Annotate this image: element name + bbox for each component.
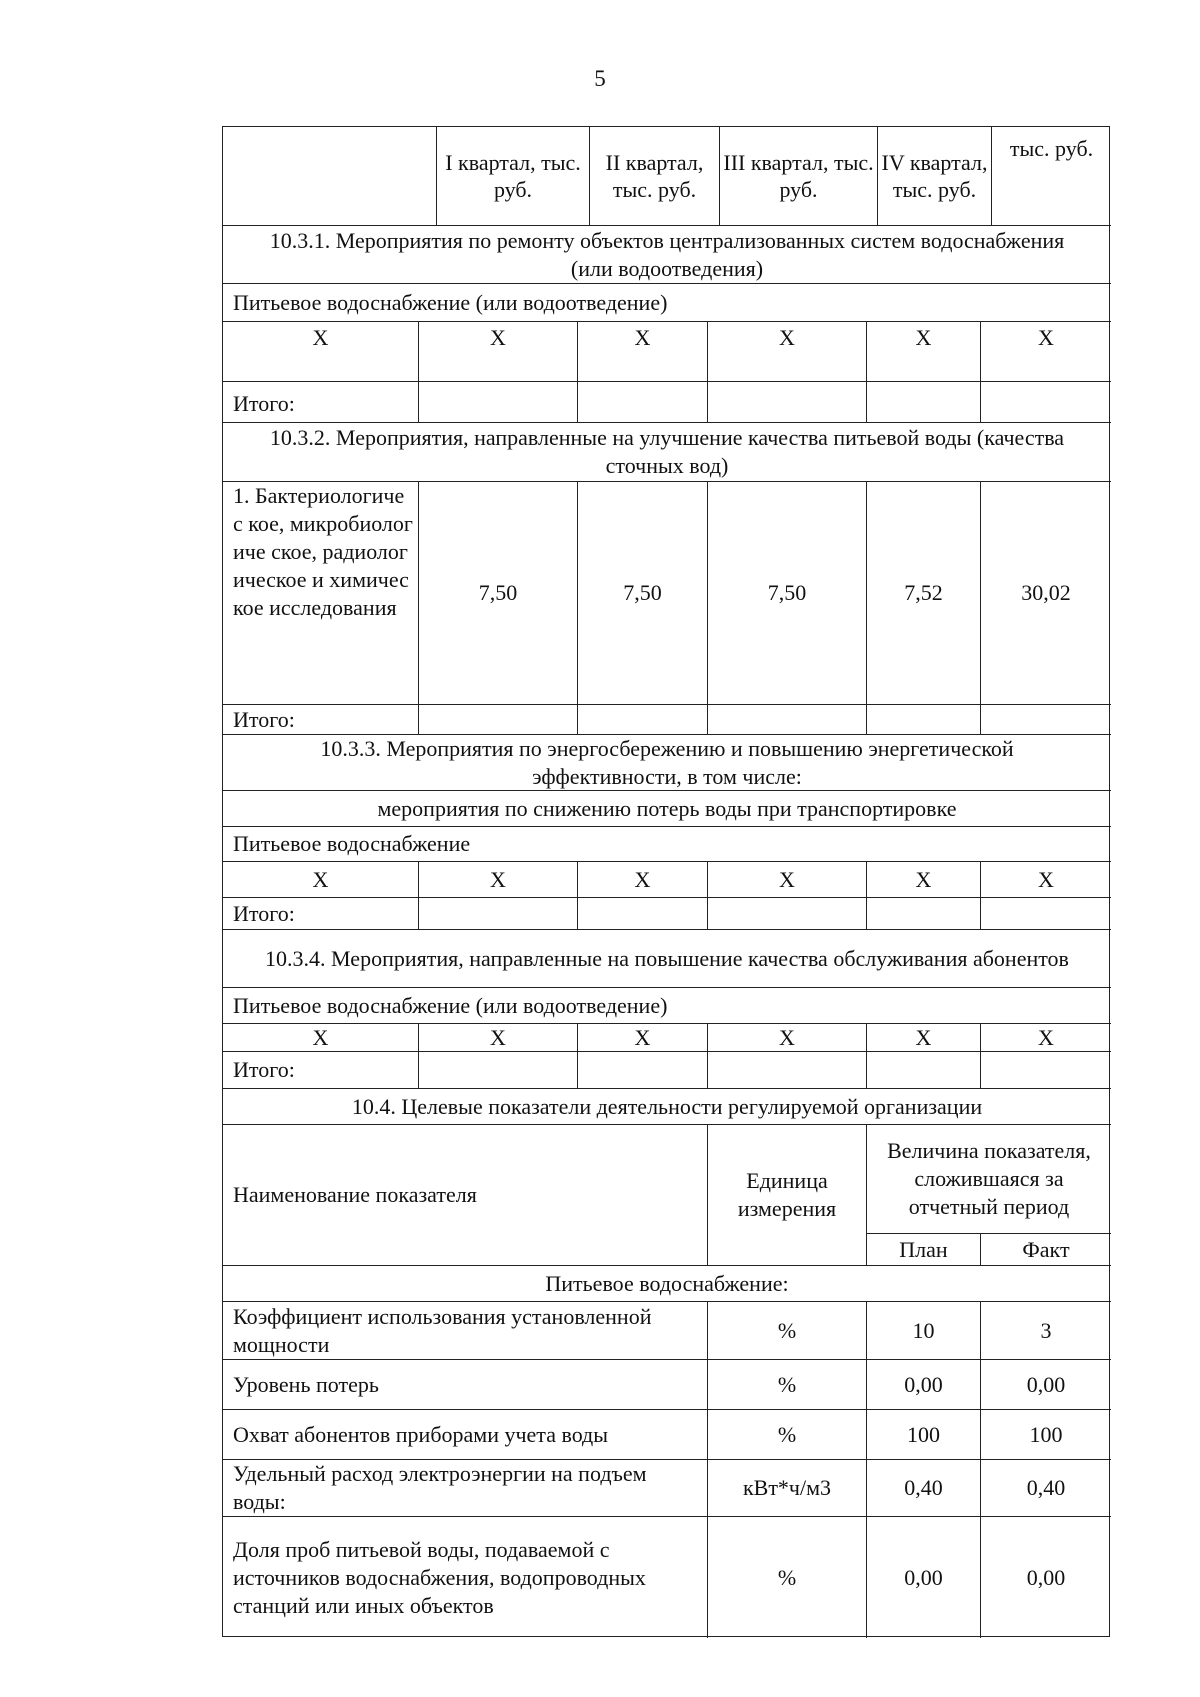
x-cell: Х: [419, 322, 578, 382]
total-cell: [708, 382, 867, 423]
header-value: Величина показателя, сложившаяся за отчетный период: [867, 1125, 1111, 1234]
header-q2: II квартал, тыс. руб.: [590, 127, 720, 226]
header-total: тыс. руб.: [992, 127, 1111, 226]
indicator-fact: 0,00: [1026, 1564, 1066, 1590]
x-cell: Х: [708, 862, 867, 898]
value-q2: 7,50: [578, 482, 708, 705]
indicator-unit: %: [708, 1410, 867, 1460]
x-cell: Х: [223, 1024, 419, 1052]
total-cell: [708, 1052, 867, 1089]
total-label-1032: Итого:: [223, 705, 419, 735]
indicator-fact: 0,40: [981, 1460, 1111, 1517]
indicator-name: Удельный расход электроэнергии на подъем воды:: [223, 1460, 708, 1517]
section-subtitle-1034: Питьевое водоснабжение (или водоотведение): [223, 988, 1111, 1024]
total-cell: [578, 705, 708, 735]
total-cell: [578, 382, 708, 423]
x-cell: Х: [867, 862, 981, 898]
x-cell: Х: [981, 322, 1111, 382]
indicator-name: Уровень потерь: [223, 1360, 708, 1410]
x-cell: Х: [223, 862, 419, 898]
header-plan: План: [867, 1234, 981, 1266]
total-label-1033: Итого:: [223, 898, 419, 930]
indicator-name: Коэффициент использования установленной мощности: [223, 1302, 708, 1360]
header-fact: Факт: [981, 1234, 1111, 1266]
x-cell: Х: [981, 1024, 1111, 1052]
section-title-1032: 10.3.2. Мероприятия, направленные на улучшение качества питьевой воды (качества сточных вод): [223, 423, 1111, 482]
x-cell: Х: [578, 1024, 708, 1052]
header-q1: I квартал, тыс. руб.: [437, 127, 590, 226]
total-cell: [419, 1052, 578, 1089]
value-q3: 7,50: [708, 482, 867, 705]
header-q4: IV квартал, тыс. руб.: [878, 127, 992, 226]
value-q4: 7,52: [867, 482, 981, 705]
indicator-plan: 0,00: [867, 1517, 981, 1638]
section-title-1031: 10.3.1. Мероприятия по ремонту объектов централизованных систем водоснабжения (или водоотведения): [223, 226, 1111, 284]
total-cell: [867, 382, 981, 423]
total-cell: [578, 898, 708, 930]
x-cell: Х: [223, 322, 419, 382]
total-label-1034: Итого:: [223, 1052, 419, 1089]
indicator-fact: 0,00: [981, 1360, 1111, 1410]
indicator-unit: %: [708, 1302, 867, 1360]
x-cell: Х: [867, 1024, 981, 1052]
total-cell: [578, 1052, 708, 1089]
x-cell: Х: [708, 1024, 867, 1052]
total-cell: [419, 898, 578, 930]
total-cell: [867, 705, 981, 735]
page-number: 5: [594, 66, 606, 91]
total-cell: [867, 1052, 981, 1089]
indicator-plan: 0,40: [867, 1460, 981, 1517]
document-table: [222, 126, 1110, 1637]
section-subtitle-1031: Питьевое водоснабжение (или водоотведение): [223, 284, 1111, 322]
header-q3: III квартал, тыс. руб.: [720, 127, 878, 226]
x-cell: Х: [578, 322, 708, 382]
value-total: 30,02: [981, 482, 1111, 705]
x-cell: Х: [867, 322, 981, 382]
total-label-1031: Итого:: [223, 382, 419, 423]
section-subtitle-1033-b: Питьевое водоснабжение: [223, 827, 1111, 862]
indicator-unit: %: [708, 1360, 867, 1410]
row-name-research: 1. Бактериологичес кое, микробиологиче ское, радиологическое и химическое исследования: [223, 482, 419, 705]
section-title-1033: 10.3.3. Мероприятия по энергосбережению и повышению энергетической эффективности, в том числе:: [223, 735, 1111, 791]
section-label-drinking-water: Питьевое водоснабжение:: [223, 1266, 1111, 1302]
x-cell: Х: [419, 1024, 578, 1052]
total-cell: [867, 898, 981, 930]
x-cell: Х: [578, 862, 708, 898]
indicator-name: Охват абонентов приборами учета воды: [223, 1410, 708, 1460]
total-cell: [708, 705, 867, 735]
x-cell: Х: [981, 862, 1111, 898]
indicator-plan: 10: [867, 1302, 981, 1360]
total-cell: [981, 382, 1111, 423]
header-indicator-name: Наименование показателя: [223, 1125, 708, 1266]
total-cell: [419, 705, 578, 735]
indicator-unit: кВт*ч/м3: [708, 1460, 867, 1517]
value-q1: 7,50: [419, 482, 578, 705]
total-cell: [981, 1052, 1111, 1089]
indicator-plan: 100: [867, 1410, 981, 1460]
header-empty-cell: [223, 127, 437, 226]
total-cell: [419, 382, 578, 423]
section-subtitle-1033-a: мероприятия по снижению потерь воды при транспортировке: [223, 791, 1111, 827]
x-cell: Х: [419, 862, 578, 898]
section-title-1034: 10.3.4. Мероприятия, направленные на повышение качества обслуживания абонентов: [223, 930, 1111, 988]
header-unit: Единица измерения: [708, 1125, 867, 1266]
indicator-name: Доля проб питьевой воды, подаваемой с источников водоснабжения, водопроводных станций или иных объектов: [223, 1517, 708, 1638]
indicator-fact: 3: [981, 1302, 1111, 1360]
total-cell: [708, 898, 867, 930]
section-title-104: 10.4. Целевые показатели деятельности регулируемой организации: [223, 1089, 1111, 1125]
indicator-plan: 0,00: [867, 1360, 981, 1410]
indicator-unit: %: [708, 1517, 867, 1638]
indicator-fact: 100: [981, 1410, 1111, 1460]
total-cell: [981, 898, 1111, 930]
total-cell: [981, 705, 1111, 735]
x-cell: Х: [708, 322, 867, 382]
